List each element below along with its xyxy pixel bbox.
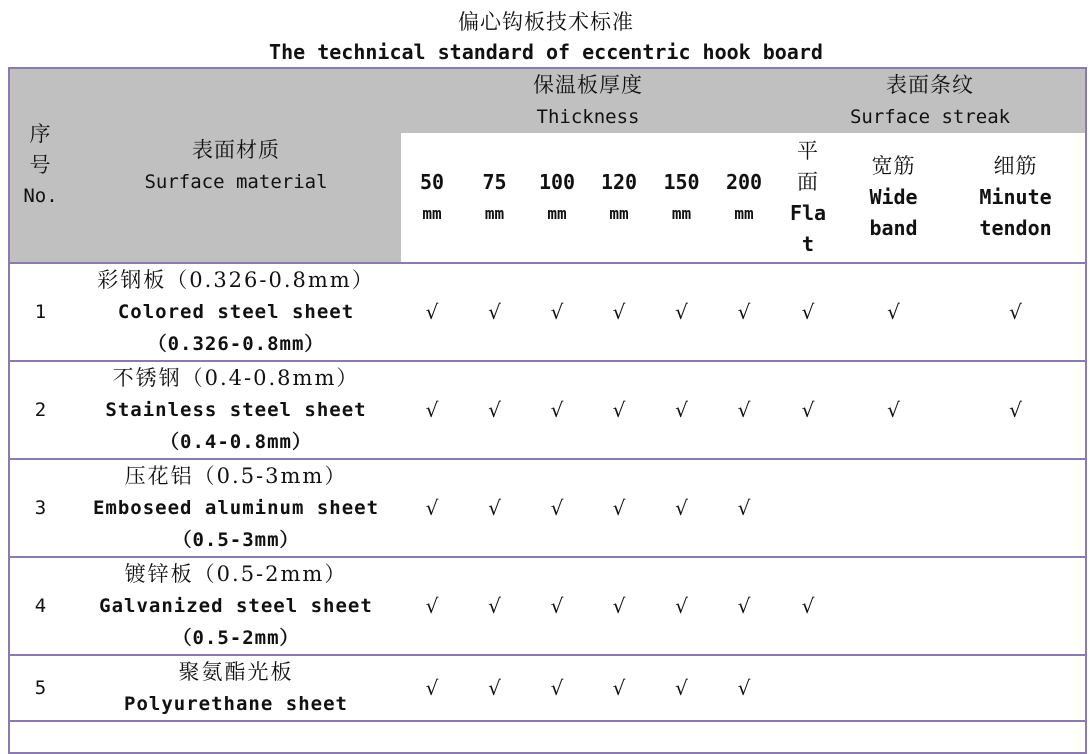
row-number: 1	[9, 263, 71, 361]
spec-table	[8, 67, 1087, 754]
row-number: 3	[9, 459, 71, 557]
check-cell: √	[401, 557, 463, 655]
check-cell: √	[946, 263, 1086, 361]
thickness-col-75: 75 mm	[463, 133, 526, 263]
streak-col-wide: 宽筋 Wide band	[841, 133, 946, 263]
table-row	[9, 557, 1086, 655]
check-cell: √	[588, 459, 650, 557]
check-cell: √	[526, 459, 588, 557]
material-cell: 压花铝（0.5-3mm） Emboseed aluminum sheet （0.5-3mm）	[71, 459, 401, 557]
table-row	[9, 263, 1086, 361]
streak-col-flat: 平 面 Fla t	[775, 133, 841, 263]
check-cell: √	[946, 361, 1086, 459]
check-cell	[841, 459, 946, 557]
thickness-col-200: 200 mm	[713, 133, 775, 263]
check-cell: √	[463, 263, 526, 361]
check-cell: √	[650, 655, 713, 721]
row-number: 5	[9, 655, 71, 721]
material-cell: 彩钢板（0.326-0.8mm） Colored steel sheet （0.326-0.8mm）	[71, 263, 401, 361]
check-cell: √	[841, 263, 946, 361]
check-cell: √	[713, 263, 775, 361]
check-cell	[775, 655, 841, 721]
check-cell: √	[463, 459, 526, 557]
thickness-col-120: 120 mm	[588, 133, 650, 263]
check-cell: √	[775, 557, 841, 655]
material-cell: 聚氨酯光板 Polyurethane sheet	[71, 655, 401, 721]
title-cn: 偏心钩板技术标准	[458, 10, 634, 34]
check-cell: √	[713, 557, 775, 655]
check-cell: √	[650, 263, 713, 361]
table-row	[9, 655, 1086, 721]
check-cell	[841, 557, 946, 655]
check-cell	[946, 557, 1086, 655]
table-row	[9, 361, 1086, 459]
title-en: The technical standard of eccentric hook board	[269, 40, 823, 64]
check-cell: √	[588, 361, 650, 459]
check-cell: √	[526, 361, 588, 459]
material-cell: 不锈钢（0.4-0.8mm） Stainless steel sheet （0.4-0.8mm）	[71, 361, 401, 459]
check-cell: √	[401, 263, 463, 361]
row-number: 4	[9, 557, 71, 655]
check-cell: √	[713, 361, 775, 459]
check-cell	[946, 459, 1086, 557]
check-cell: √	[650, 557, 713, 655]
check-cell	[775, 459, 841, 557]
empty-row	[9, 721, 1086, 753]
check-cell	[841, 655, 946, 721]
check-cell: √	[775, 263, 841, 361]
check-cell: √	[463, 361, 526, 459]
check-cell: √	[841, 361, 946, 459]
surface-material-header: 表面材质 Surface material	[71, 68, 401, 263]
material-cell: 镀锌板（0.5-2mm） Galvanized steel sheet （0.5-2mm）	[71, 557, 401, 655]
row-number: 2	[9, 361, 71, 459]
check-cell	[946, 655, 1086, 721]
thickness-col-150: 150 mm	[650, 133, 713, 263]
check-cell: √	[713, 459, 775, 557]
table-row	[9, 459, 1086, 557]
check-cell: √	[401, 459, 463, 557]
thickness-col-50: 50 mm	[401, 133, 463, 263]
header-row-1	[9, 68, 1086, 133]
check-cell: √	[526, 557, 588, 655]
no-header: 序 号 No.	[9, 68, 71, 263]
check-cell: √	[650, 361, 713, 459]
thickness-header: 保温板厚度 Thickness	[401, 68, 775, 133]
check-cell: √	[713, 655, 775, 721]
check-cell: √	[526, 263, 588, 361]
check-cell: √	[463, 655, 526, 721]
streak-col-minute: 细筋 Minute tendon	[946, 133, 1086, 263]
check-cell: √	[401, 361, 463, 459]
thickness-col-100: 100 mm	[526, 133, 588, 263]
check-cell: √	[526, 655, 588, 721]
surface-streak-header: 表面条纹 Surface streak	[775, 68, 1086, 133]
check-cell: √	[588, 263, 650, 361]
check-cell: √	[588, 655, 650, 721]
check-cell: √	[588, 557, 650, 655]
check-cell: √	[775, 361, 841, 459]
check-cell: √	[401, 655, 463, 721]
check-cell: √	[463, 557, 526, 655]
check-cell: √	[650, 459, 713, 557]
